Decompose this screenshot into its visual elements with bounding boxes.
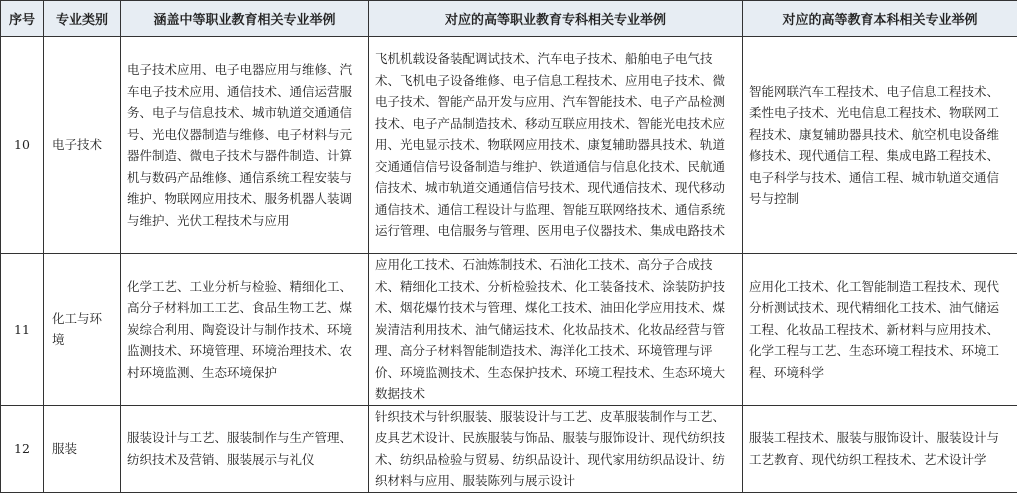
- row-serial: 11: [1, 254, 44, 406]
- table-row: [1, 405, 1017, 492]
- header-row: [1, 1, 1017, 37]
- row-category: 服装: [44, 405, 121, 492]
- row-secondary-majors: 服装设计与工艺、服装制作与生产管理、纺织技术及营销、服装展示与礼仪: [121, 405, 369, 492]
- row-serial: 10: [1, 37, 44, 254]
- row-secondary-majors: 化学工艺、工业分析与检验、精细化工、高分子材料加工工艺、食品生物工艺、煤炭综合利用、陶瓷设计与制作技术、环境监测技术、环境管理、环境治理技术、农村环境监测、生态环境保护: [121, 254, 369, 406]
- header-undergraduate: 对应的高等教育本科相关专业举例: [743, 1, 1017, 37]
- row-vocational-majors: 应用化工技术、石油炼制技术、石油化工技术、高分子合成技术、精细化工技术、分析检验技术、化工装备技术、涂装防护技术、烟花爆竹技术与管理、煤化工技术、油田化学应用技术、煤炭清洁利用技术、油气储运技术、化妆品技术、化妆品经营与管理、高分子材料智能制造技术、海洋化工技术、环境管理与评价、环境监测技术、生态保护技术、环境工程技术、生态环境大数据技术: [369, 254, 743, 406]
- row-undergraduate-majors: 应用化工技术、化工智能制造工程技术、现代分析测试技术、现代精细化工技术、油气储运工程、化妆品工程技术、新材料与应用技术、化学工程与工艺、生态环境工程技术、环境工程、环境科学: [743, 254, 1017, 406]
- row-undergraduate-majors: 智能网联汽车工程技术、电子信息工程技术、柔性电子技术、光电信息工程技术、物联网工程技术、康复辅助器具技术、航空机电设备维修技术、现代通信工程、集成电路工程技术、电子科学与技术、通信工程、城市轨道交通信号与控制: [743, 37, 1017, 254]
- table-row: [1, 254, 1017, 406]
- row-secondary-majors: 电子技术应用、电子电器应用与维修、汽车电子技术应用、通信技术、通信运营服务、电子与信息技术、城市轨道交通通信号、光电仪器制造与维修、电子材料与元器件制造、微电子技术与器件制造、计算机与数码产品维修、通信系统工程安装与维护、物联网应用技术、服务机器人装调与维护、光伏工程技术与应用: [121, 37, 369, 254]
- row-serial: 12: [1, 405, 44, 492]
- header-secondary: 涵盖中等职业教育相关专业举例: [121, 1, 369, 37]
- row-category: 电子技术: [44, 37, 121, 254]
- table-row: [1, 37, 1017, 254]
- row-category: 化工与环境: [44, 254, 121, 406]
- row-undergraduate-majors: 服装工程技术、服装与服饰设计、服装设计与工艺教育、现代纺织工程技术、艺术设计学: [743, 405, 1017, 492]
- header-serial: 序号: [1, 1, 44, 37]
- header-category: 专业类别: [44, 1, 121, 37]
- row-vocational-majors: 飞机机载设备装配调试技术、汽车电子技术、船舶电子电气技术、飞机电子设备维修、电子信息工程技术、应用电子技术、微电子技术、智能产品开发与应用、汽车智能技术、电子产品检测技术、电子产品制造技术、移动互联应用技术、智能光电技术应用、光电显示技术、物联网应用技术、康复辅助器具技术、轨道交通通信信号设备制造与维护、铁道通信与信息化技术、民航通信技术、城市轨道交通通信信号技术、现代通信技术、现代移动通信技术、通信工程设计与监理、智能互联网络技术、通信系统运行管理、电信服务与管理、医用电子仪器技术、集成电路技术: [369, 37, 743, 254]
- header-vocational: 对应的高等职业教育专科相关专业举例: [369, 1, 743, 37]
- row-vocational-majors: 针织技术与针织服装、服装设计与工艺、皮革服装制作与工艺、皮具艺术设计、民族服装与饰品、服装与服饰设计、现代纺织技术、纺织品检验与贸易、纺织品设计、现代家用纺织品设计、纺织材料与应用、服装陈列与展示设计: [369, 405, 743, 492]
